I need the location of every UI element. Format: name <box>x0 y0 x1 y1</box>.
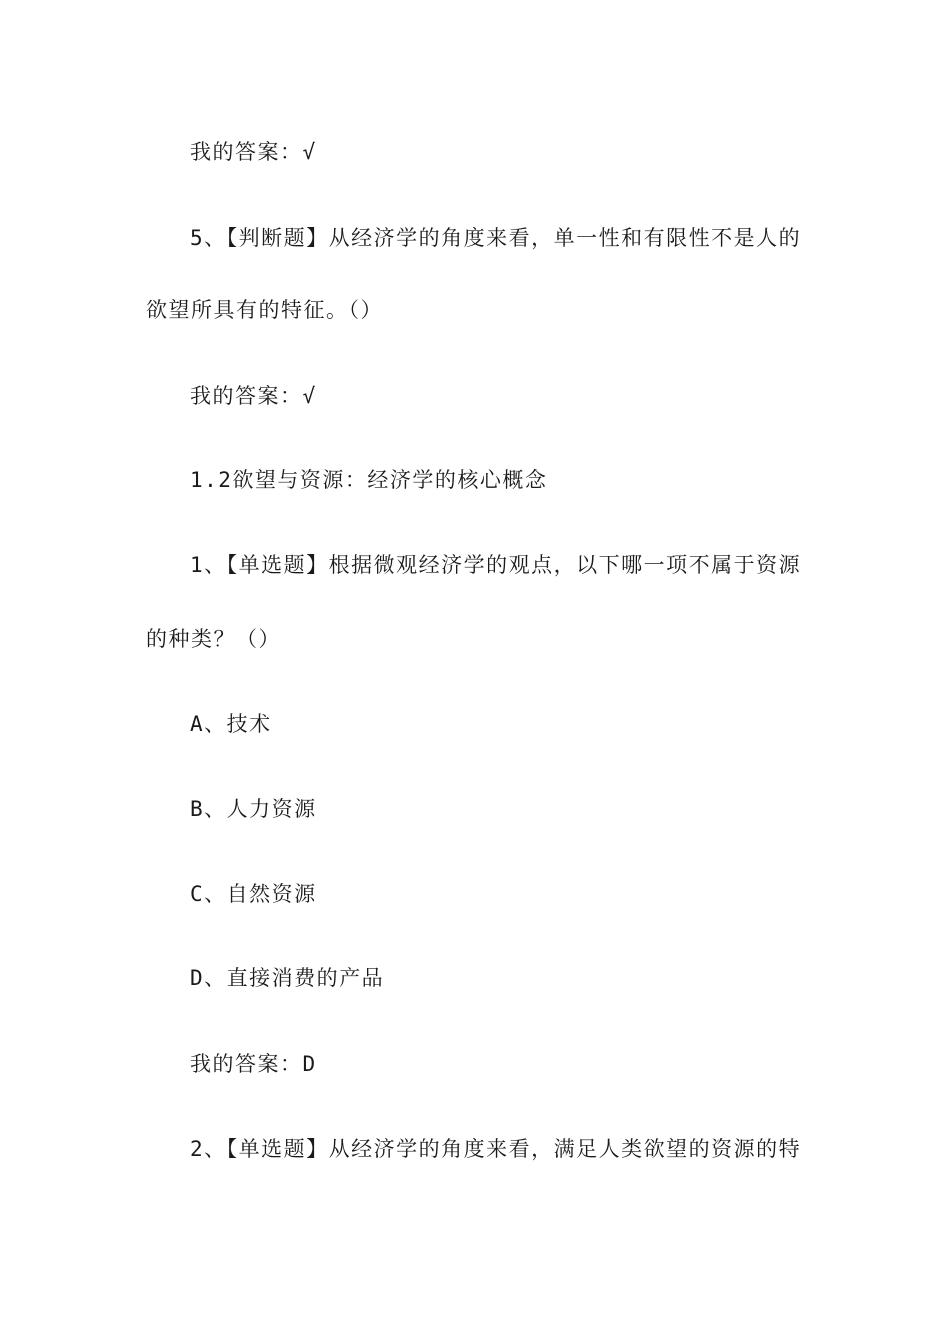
section-heading: 1.2欲望与资源：经济学的核心概念 <box>190 468 548 492</box>
option-d: D、直接消费的产品 <box>190 966 385 990</box>
question-line: 5、【判断题】从经济学的角度来看，单一性和有限性不是人的 <box>190 226 802 250</box>
answer-line: 我的答案：D <box>190 1052 317 1076</box>
question-continuation: 欲望所具有的特征。（） <box>146 298 383 322</box>
question-line: 2、【单选题】从经济学的角度来看，满足人类欲望的资源的特 <box>190 1137 802 1161</box>
option-a: A、技术 <box>190 712 272 736</box>
option-c: C、自然资源 <box>190 882 317 906</box>
question-line: 1、【单选题】根据微观经济学的观点，以下哪一项不属于资源 <box>190 553 802 577</box>
answer-line: 我的答案：√ <box>190 140 317 164</box>
option-b: B、人力资源 <box>190 797 317 821</box>
answer-line: 我的答案：√ <box>190 384 317 408</box>
question-continuation: 的种类？（） <box>146 627 281 651</box>
